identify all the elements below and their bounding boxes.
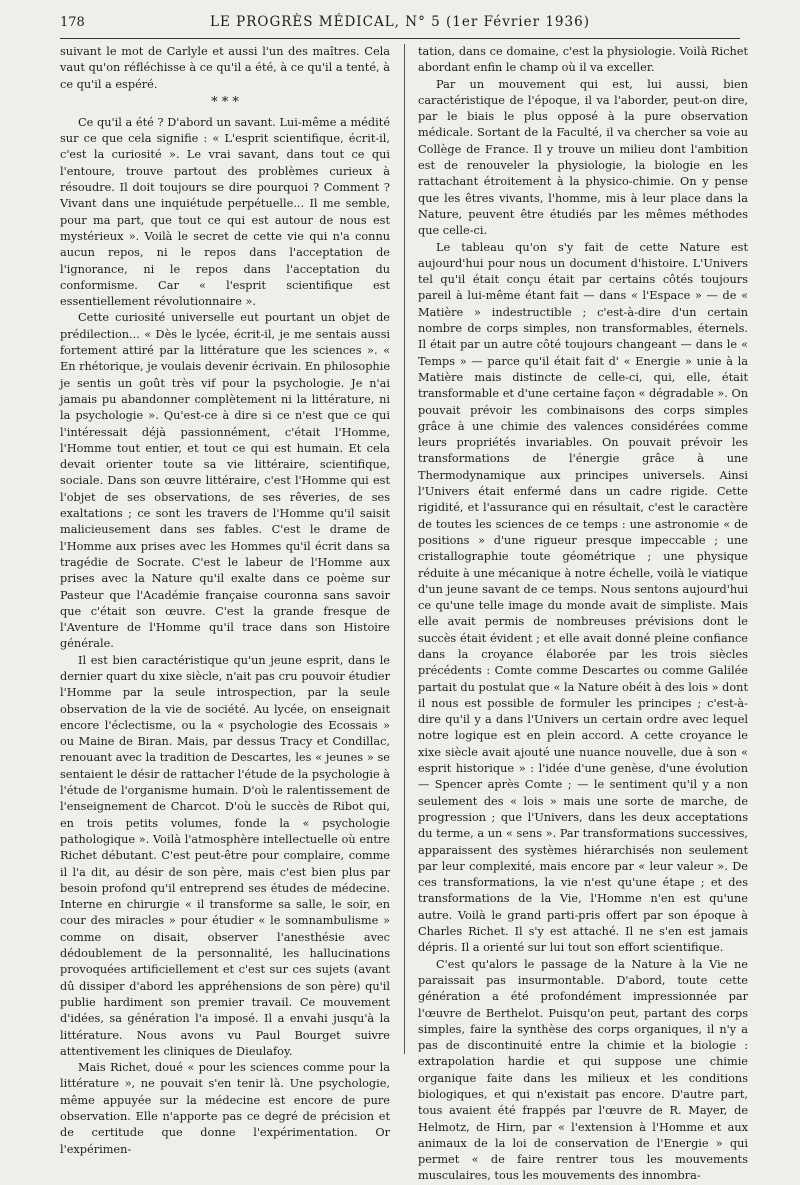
- paragraph: suivant le mot de Carlyle et aussi l'un des maîtres. Cela vaut qu'on réfléchisse à ce qu'il a été, à ce qu'il a tenté, à ce qu'il a espéré.: [60, 45, 390, 91]
- paragraph: Il est bien caractéristique qu'un jeune esprit, dans le dernier quart du xixe siècle, n'ait pas cru pouvoir étudier l'Homme par la seule introspection, par la seule observation de la vie de société. Au lycée, on enseignait encore l'éclectisme, ou la « psychologie des Ecossais » ou Maine de Biran. Mais, par dessus Tracy et Condillac, renouant avec la tradition de Descartes, les « jeunes » se sentaient le désir de rattacher l'étude de la psychologie à l'étude de l'organisme humain. D'où le ralentissement de l'enseignement de Charcot. D'où le succès de Ribot qui, en trois petits volumes, fonde la « psychologie pathologique ». Voilà l'atmosphère intellectuelle où entre Richet débutant. C'est peut-être pour complaire, comme il l'a dit, au désir de son père, mais c'est bien plus par besoin profond qu'il entreprend ses études de médecine. Interne en chirurgie « il transforme sa salle, le soir, en cour des miracles » pour étudier « le somnambulisme » comme on disait, observer l'anesthésie avec dédoublement de la personnalité, les hallucinations provoquées artificiellement et c'est sur ces sujets (avant dû dissiper d'abord les appréhensions de son père) qu'il publie hardiment son premier travail. Ce mouvement d'idées, sa génération l'a imposé. Il a envahi jusqu'à la littérature. Nous avons vu Paul Bourget suivre attentivement les cliniques de Dieulafoy.: [60, 653, 390, 1058]
- paragraph: Ce qu'il a été ? D'abord un savant. Lui-même a médité sur ce que cela signifie : « L'esprit scientifique, écrit-il, c'est la curiosité ». Le vrai savant, dans tout ce qui l'entoure, trouve partout des problèmes curieux à résoudre. Il doit toujours se dire pourquoi ? Comment ? Vivant dans une inquiétude perpétuelle... Il me semble, pour ma part, que tout ce qui est autour de nous est mystérieux ». Voilà le secret de cette vie qui n'a connu aucun repos, ni le repos dans l'acceptation de l'ignorance, ni le repos dans l'acceptation du conformisme. Car « l'esprit scientifique est essentiellement révolutionnaire ».: [60, 115, 390, 309]
- running-title: LE PROGRÈS MÉDICAL, N° 5 (1er Février 1936): [210, 14, 590, 30]
- page-number: 178: [60, 15, 85, 30]
- paragraph: Le tableau qu'on s'y fait de cette Nature est aujourd'hui pour nous un document d'histoire. L'Univers tel qu'il était conçu était par certains côtés toujours pareil à lui-même étant fait — dans « l'Espace » — de « Matière » indestructible ; c'est-à-dire d'un certain nombre de corps simples, non transformables, éternels. Il était par un autre côté toujours changeant — dans le « Temps » — parce qu'il était fait d' « Energie » unie à la Matière mais distincte de celle-ci, qui, elle, était transformable et d'une certaine façon « dégradable ». On pouvait prévoir les combinaisons des corps simples grâce à une chimie des valences considérées comme leurs propriétés invariables. On pouvait prévoir les transformations de l'énergie grâce à une Thermodynamique aux principes universels. Ainsi l'Univers était enfermé dans un cadre rigide. Cette rigidité, et l'assurance qui en résultait, c'est le caractère de toutes les sciences de ce temps : une astronomie « de positions » d'une rigueur presque impeccable ; une cristallographie toute géométrique ; une physique réduite à une mécanique à notre échelle, voilà le viatique d'un jeune savant de ce temps. Nous sentons aujourd'hui ce qu'une telle image du monde avait de simpliste. Mais elle avait permis de nombreuses prévisions dont le succès était évident ; et elle avait donné pleine confiance dans la croyance élaborée par les trois siècles précédents : Comte comme Descartes ou comme Galilée partait du postulat que « la Nature obéit à des lois » dont il nous est possible de formuler les principes ; c'est-à-dire qu'il y a dans l'Univers un certain ordre avec lequel notre logique est en plein accord. A cette croyance le xixe siècle avait ajouté une nuance nouvelle, due à son « esprit historique » : l'idée d'une genèse, d'une évolution — Spencer après Comte ; — le sentiment qu'il y a non seulement des « lois » mais une sorte de marche, de progression ; que l'Univers, dans les deux acceptations du terme, a un « sens ». Par transformations successives, apparaissent des systèmes hiérarchisés non seulement par leur complexité, mais encore par « leur valeur ». De ces transformations, la vie n'est qu'une étape ; et des transformations de la Vie, l'Homme n'en est qu'une autre. Voilà le grand parti-pris offert par son époque à Charles Richet. Il s'y est attaché. Il ne s'en est jamais dépris. Il a orienté sur lui tout son effort scientifique.: [418, 240, 748, 955]
- paragraph: Par un mouvement qui est, lui aussi, bien caractéristique de l'époque, il va l'aborder, peut-on dire, par le biais le plus opposé à la pure observation médicale. Sortant de la Faculté, il va chercher sa voie au Collège de France. Il y trouve un milieu dont l'ambition est de renouveler la physiologie, la biologie en les rattachant étroitement à la physico-chimie. On y pense que les êtres vivants, l'homme, mis à leur place dans la Nature, peuvent être étudiés par les mêmes méthodes que celle-ci.: [418, 77, 748, 238]
- left-column: [60, 44, 390, 1156]
- paragraph: tation, dans ce domaine, c'est la physiologie. Voilà Richet abordant enfin le champ où il va exceller.: [418, 45, 748, 75]
- paragraph: Cette curiosité universelle eut pourtant un objet de prédilection... « Dès le lycée, écrit-il, je me sentais aussi fortement attiré par la littérature que les sciences ». « En rhétorique, je voulais devenir écrivain. En philosophie je sentis un goût très vif pour la psychologie. Je n'ai jamais pu abandonner complètement ni la littérature, ni la psychologie ». Qu'est-ce à dire si ce n'est que ce qui l'intéressait déjà passionnément, c'était l'Homme, l'Homme tout entier, et tout ce qui est humain. Et cela devait orienter toute sa vie littéraire, scientifique, sociale. Dans son œuvre littéraire, c'est l'Homme qui est l'objet de ses observations, de ses rêveries, de ses exaltations ; ce sont les travers de l'Homme qu'il saisit malicieusement dans ses fables. C'est le drame de l'Homme aux prises avec les Hommes qu'il écrit dans sa tragédie de Socrate. C'est le labeur de l'Homme aux prises avec la Nature qu'il exalte dans ce poème sur Pasteur que l'Académie française couronna sans savoir que c'était son œuvre. C'est la grande fresque de l'Aventure de l'Homme qu'il trace dans son Histoire générale.: [60, 311, 390, 651]
- paragraph: Mais Richet, doué « pour les sciences comme pour la littérature », ne pouvait s'en tenir là. Une psychologie, même appuyée sur la médecine est encore de pure observation. Elle n'apporte pas ce degré de précision et de certitude que donne l'expérimentation. Or l'expérimen-: [60, 1061, 390, 1156]
- section-separator: * * *: [211, 94, 239, 110]
- header-rule: [60, 38, 740, 39]
- paragraph: C'est qu'alors le passage de la Nature à la Vie ne paraissait pas insurmontable. D'abord, toute cette génération a été profondément impressionnée par l'œuvre de Berthelot. Puisqu'on peut, partant des corps simples, faire la synthèse des corps organiques, il n'y a pas de discontinuité entre la chimie et la biologie : extrapolation hardie et qui suppose une chimie organique faite dans les milieux et les conditions biologiques, et qui n'existait pas encore. D'autre part, tous avaient été frappés par l'œuvre de R. Mayer, de Helmotz, de Hirn, par « l'extension à l'Homme et aux animaux de la loi de conservation de l'Energie » qui permet « de faire rentrer tous les mouvements musculaires, tous les mouvements des innombra-: [418, 957, 748, 1183]
- column-divider: [404, 44, 405, 1054]
- page-header: [60, 14, 740, 36]
- right-column: [418, 44, 748, 1183]
